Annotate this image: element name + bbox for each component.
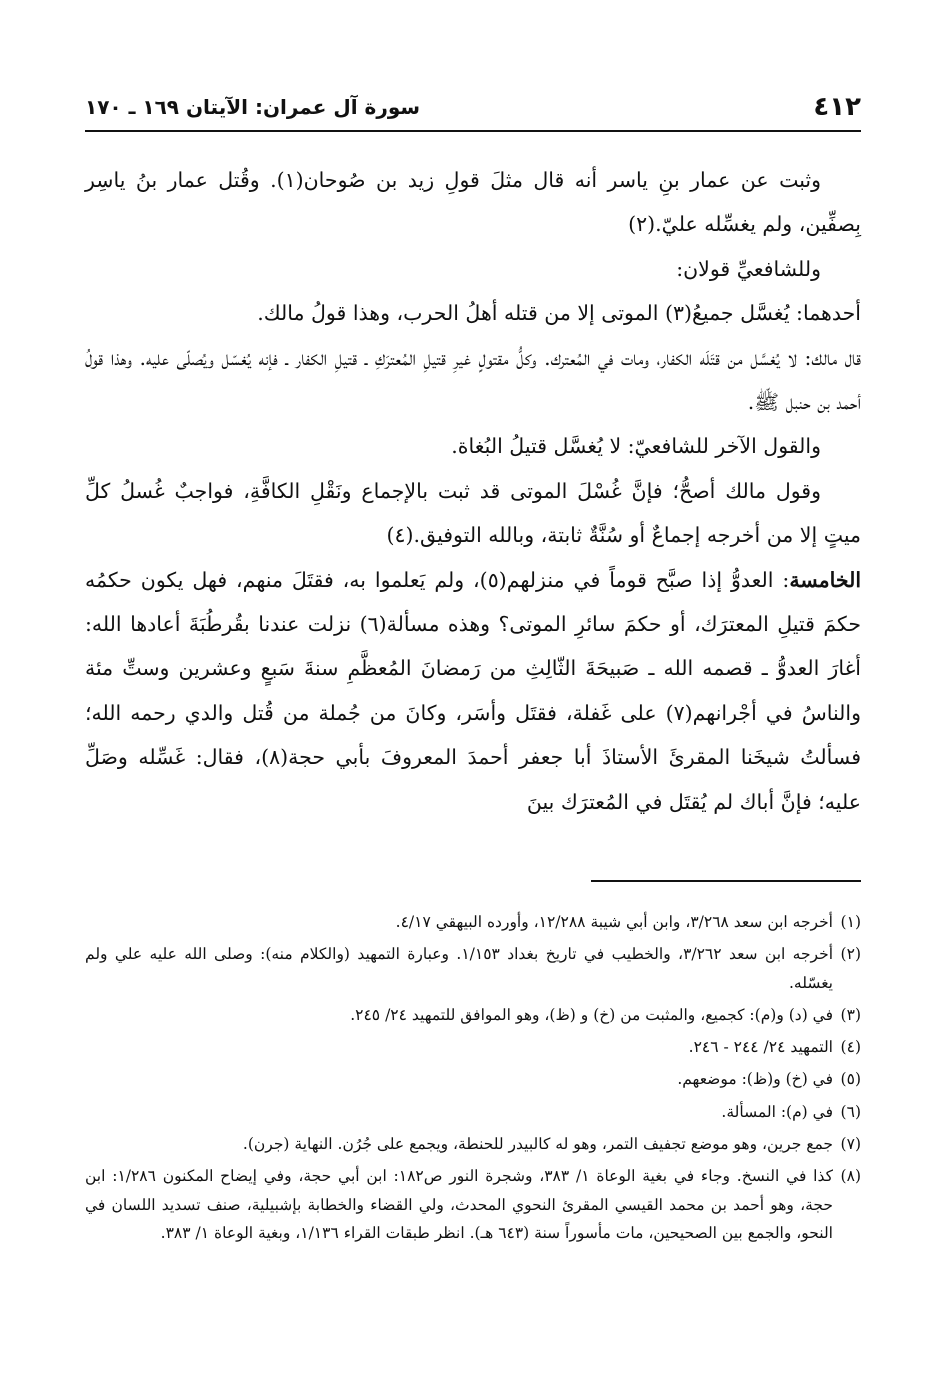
paragraph: والقول الآخر للشافعيّ: لا يُغسَّل قتيلُ البُغاة. [451,434,821,459]
page-header [85,84,861,132]
footnotes [85,908,861,1251]
page-number: ٤١٢ [813,92,861,122]
footnote-number: (٤) [840,1038,861,1057]
footnote-number: (٢) [840,945,861,964]
footnote: (٣)في (د) و(م): كجميع، والمثبت من (خ) و (ظ)، وهو الموافق للتمهيد ٢٤/ ٢٤٥. [85,1001,861,1029]
footnote-number: (٦) [840,1102,861,1121]
paragraph: الخامسة: العدوُّ إذا صبَّح قوماً في منزلهم(٥)، ولم يَعلموا به، فقتَلَ منهم، فهل يكون حكمُه حكمَ قتيلِ المعترَك، أو حكمَ سائرِ الموتى؟ وهذه مسألة(٦) نزلت عندنا بقُرطُبَةَ أعادها الله: أغارَ العدوُّ ـ قصمه الله ـ صَبيحَةَ الثّالِثِ من رَمضانَ المُعظَّمِ سنةَ سَبعٍ وعشرين وستِّ مئة والناسُ في أجْرانهم(٧) على غَفلة، فقتَل وأسَر، وكانَ من جُملة من قُتل والدي رحمه الله؛ فسألتُ شيخَنا المقرئَ الأستاذَ أبا جعفر أحمدَ المعروفَ بأبي حجة(٨)، فقال: غَسِّله وصَلِّ عليه؛ فإنَّ أباك لم يُقتَل في المُعترَك بينَ [85,567,862,814]
footnote-number: (٥) [840,1070,861,1089]
footnote: (١)أخرجه ابن سعد ٣/٢٦٨، وابن أبي شيبة ١٢/٢٨٨، وأورده البيهقي ٤/١٧. [85,908,861,936]
running-title: سورة آل عمران: الآيتان ١٦٩ ـ ١٧٠ [85,95,421,119]
footnote: (٤)التمهيد ٢٤/ ٢٤٤ - ٢٤٦. [85,1033,861,1061]
paragraph: وقول مالك أصحُّ؛ فإنَّ غُسْلَ الموتى قد ثبت بالإجماع ونَقْلِ الكافَّةِ، فواجبٌ غُسلُ كلِّ ميتٍ إلا من أخرجه إجماعٌ أو سُنَّةٌ ثابتة، وبالله التوفيق.(٤) [85,478,861,548]
paragraph: قال مالك: لا يُغسَّل من قتَلَه الكفار، ومات في المُعترك. وكلُّ مقتولٍ غيرِ قتيلِ المُعترَكِ ـ قتيلِ الكفار ـ فإنه يُغسّل ويُصلّى عليه. وهذا قولُ أحمد بن حنبل ﷺ. [85,345,861,415]
footnote: (٦)في (م): المسألة. [85,1098,861,1126]
paragraph: أحدهما: يُغسَّل جميعُ(٣) الموتى إلا من قتله أهلُ الحرب، وهذا قولُ مالك. [257,301,861,326]
footnote-number: (٣) [840,1005,861,1024]
footnote-divider [591,880,861,882]
footnote-number: (٧) [840,1135,861,1154]
footnote: (٢)أخرجه ابن سعد ٣/٢٦٢، والخطيب في تاريخ بغداد ١/١٥٣. وعبارة التمهيد (والكلام منه): وصلى الله عليه علي ولم يغسّله. [85,940,861,997]
footnote: (٧)جمع جرين، وهو موضع تجفيف التمر، وهو له كالبيدر للحنطة، ويجمع على جُرُن. النهاية (جرن). [85,1130,861,1158]
main-text [85,158,861,824]
footnote: (٨)كذا في النسخ. وجاء في بغية الوعاة ١/ ٣٨٣، وشجرة النور ص١٨٢: ابن أبي حجة، وفي إيضاح المكنون ١/٢٨٦: ابن حجة، وهو أحمد بن محمد القيسي المقرئ النحوي المحدث، ولي القضاء والخطابة بإشبيلية، صنف تسديد اللسان في النحو، والجمع بين الصحيحين، مات مأسوراً سنة (٦٤٣ هـ). انظر طبقات القراء ١/١٣٦، وبغية الوعاة ١/ ٣٨٣. [85,1162,861,1247]
footnote: (٥)في (خ) و(ظ): موضعهم. [85,1065,861,1093]
section-lead-word: الخامسة [789,567,862,592]
paragraph: وللشافعيِّ قولان: [676,256,821,281]
paragraph: وثبت عن عمار بنِ ياسر أنه قال مثلَ قولِ زيد بن صُوحان(١). وقُتل عمار بنُ ياسِر بِصفِّين، ولم يغسِّله عليّ.(٢) [85,168,861,237]
footnote-number: (٨) [840,1167,861,1186]
footnote-number: (١) [840,913,861,931]
